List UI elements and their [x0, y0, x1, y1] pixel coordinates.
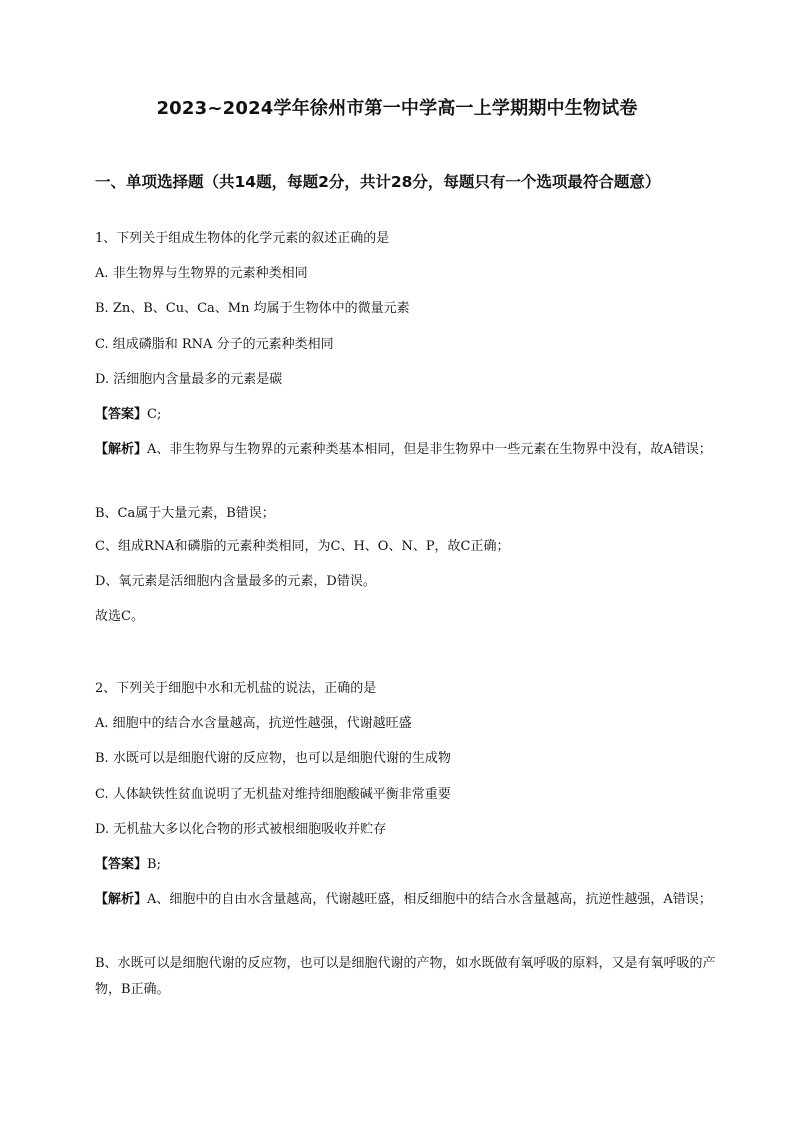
analysis-text: A、细胞中的自由水含量越高，代谢越旺盛，相反细胞中的结合水含量越高，抗逆性越强，A错误；: [147, 892, 712, 907]
question-1-option-a: A. 非生物界与生物界的元素种类相同: [95, 266, 308, 281]
question-2-analysis-a: [95, 887, 727, 913]
answer-value: C;: [147, 407, 162, 422]
question-1-analysis-d: D、氧元素是活细胞内含量最多的元素，D错误。: [95, 574, 376, 589]
question-2-option-d: D. 无机盐大多以化合物的形式被根细胞吸收并贮存: [95, 822, 387, 837]
question-2-answer: [95, 856, 161, 874]
question-1-option-d: D. 活细胞内含量最多的元素是碳: [95, 372, 283, 387]
question-1-analysis-c: C、组成RNA和磷脂的元素种类相同，为C、H、O、N、P，故C正确；: [95, 539, 510, 554]
answer-value: B;: [147, 857, 161, 872]
analysis-label: 【解析】: [95, 892, 148, 907]
analysis-label: 【解析】: [95, 442, 148, 457]
question-2-stem: 2、下列关于细胞中水和无机盐的说法，正确的是: [95, 681, 377, 696]
answer-label: 【答案】: [95, 857, 148, 872]
question-1-answer: [95, 406, 161, 424]
question-2-option-b: B. 水既可以是细胞代谢的反应物，也可以是细胞代谢的生成物: [95, 751, 451, 766]
question-1-analysis-b: B、Ca属于大量元素，B错误；: [95, 506, 275, 521]
question-2-option-a: A. 细胞中的结合水含量越高，抗逆性越强，代谢越旺盛: [95, 716, 412, 731]
answer-label: 【答案】: [95, 407, 148, 422]
question-1-option-b: B. Zn、B、Cu、Ca、Mn 均属于生物体中的微量元素: [95, 301, 410, 316]
question-2-option-c: C. 人体缺铁性贫血说明了无机盐对维持细胞酸碱平衡非常重要: [95, 787, 451, 802]
section-heading: 一、单项选择题（共14题，每题2分，共计28分，每题只有一个选项最符合题意）: [95, 173, 661, 191]
exam-title: 2023~2024学年徐州市第一中学高一上学期期中生物试卷: [156, 98, 638, 119]
question-2-analysis-b: B、水既可以是细胞代谢的反应物，也可以是细胞代谢的产物，如水既做有氧呼吸的原料，又是有氧呼吸的产物，B正确。: [95, 956, 716, 997]
question-1-analysis-a: [95, 437, 727, 463]
question-1-conclusion: 故选C。: [95, 609, 144, 624]
analysis-text: A、非生物界与生物界的元素种类基本相同，但是非生物界中一些元素在生物界中没有，故A错误；: [147, 442, 712, 457]
question-1-stem: 1、下列关于组成生物体的化学元素的叙述正确的是: [95, 231, 390, 246]
question-1-option-c: C. 组成磷脂和 RNA 分子的元素种类相同: [95, 337, 334, 352]
